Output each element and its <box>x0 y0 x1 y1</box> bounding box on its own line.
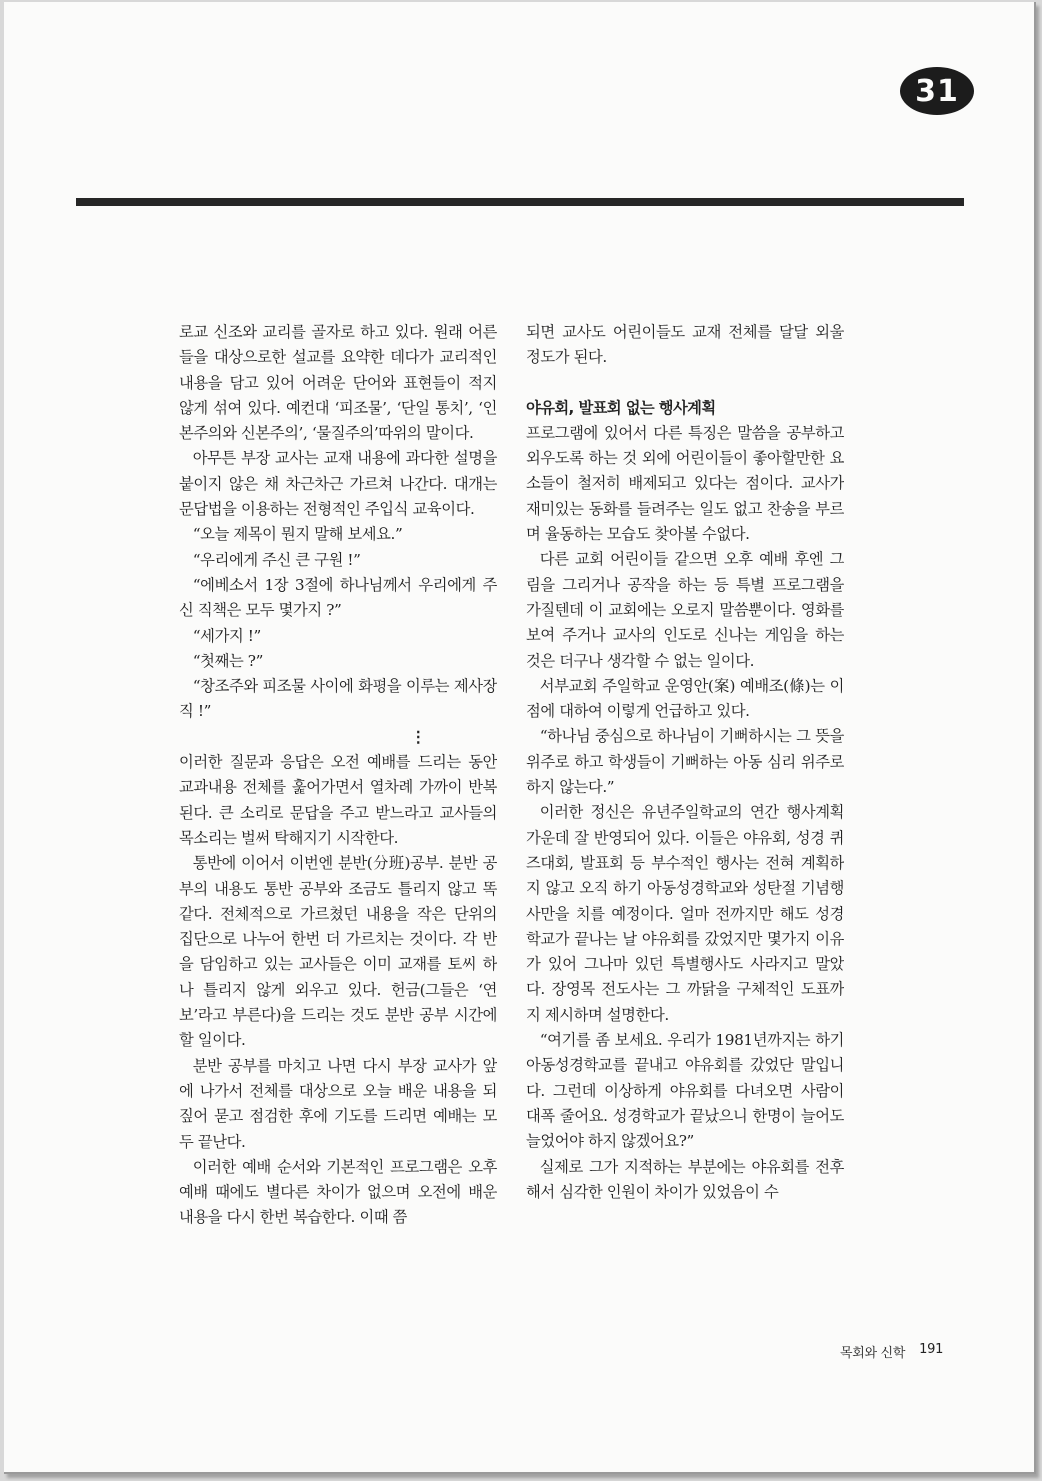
publication-name: 목회와 신학 <box>840 1346 906 1361</box>
left-column <box>179 320 497 1231</box>
paragraph: 프로그램에 있어서 다른 특징은 말씀을 공부하고 외우도록 하는 것 외에 어린이들이 좋아할만한 요소들이 철저히 배제되고 있다는 점이다. 교사가 재미있는 동화를 들려주는 일도 없고 찬송을 부르며 율동하는 모습도 찾아볼 수없다. <box>526 423 844 544</box>
chapter-number: 31 <box>915 73 959 109</box>
paragraph: 실제로 그가 지적하는 부분에는 야유회를 전후해서 심각한 인원이 차이가 있었음이 수 <box>526 1157 844 1201</box>
page-footer <box>840 1342 943 1361</box>
paragraph: 이러한 정신은 유년주일학교의 연간 행사계획 가운데 잘 반영되어 있다. 이들은 야유회, 성경 퀴즈대회, 발표회 등 부수적인 행사는 전혀 계획하지 않고 오직 하기 아동성경학교와 성탄절 기념행사만을 치를 예정이다. 얼마 전까지만 해도 성경학교가 끝나는 날 야유회를 갔었지만 몇가지 이유가 있어 그나마 있던 특별행사도 사라지고 말았다. 장영목 전도사는 그 까닭을 구체적인 도표까지 제시하며 설명한다. <box>526 803 844 1024</box>
paragraph: 다른 교회 어린이들 같으면 오후 예배 후엔 그림을 그리거나 공작을 하는 등 특별 프로그램을 가질텐데 이 교회에는 오로지 말씀뿐이다. 영화를 보여 주거나 교사의 인도로 신나는 게임을 하는 것은 더구나 생각할 수 없는 일이다. <box>526 550 844 670</box>
dialogue-line: “우리에게 주신 큰 구원 !” <box>192 550 361 569</box>
page-number: 191 <box>919 1342 944 1357</box>
right-column <box>526 320 844 1205</box>
dialogue-line: “첫째는 ?” <box>192 651 264 670</box>
dialogue-line: “세가지 !” <box>192 626 261 645</box>
dialogue-line: “여기를 좀 보세요. 우리가 1981년까지는 하기 아동성경학교를 끝내고 야유회를 갔었단 말입니다. 그런데 이상하게 야유회를 다녀오면 사람이 대폭 줄어요. 성경학교가 끝났으니 한명이 늘어도 늘었어야 하지 않겠어요?” <box>526 1031 844 1151</box>
paragraph: 이러한 예배 순서와 기본적인 프로그램은 오후 예배 때에도 별다른 차이가 없으며 오전에 배운 내용을 다시 한번 복습한다. 이때 쯤 <box>179 1157 497 1227</box>
dialogue-line: “창조주와 피조물 사이에 화평을 이루는 제사장직 !” <box>179 677 497 721</box>
page <box>4 2 1036 1474</box>
paragraph: 통반에 이어서 이번엔 분반(分班)공부. 분반 공부의 내용도 통반 공부와 조금도 틀리지 않고 똑같다. 전체적으로 가르쳤던 내용을 작은 단위의 집단으로 나누어 한번 더 가르치는 것이다. 각 반을 담임하고 있는 교사들은 이미 교재를 토씨 하나 틀리지 않게 외우고 있다. 헌금(그들은 ‘연보’라고 부른다)을 드리는 것도 분반 공부 시간에 할 일이다. <box>179 854 497 1050</box>
chapter-number-badge <box>900 67 974 115</box>
header-rule <box>76 198 964 206</box>
dialogue-line: “하나님 중심으로 하나님이 기뻐하시는 그 뜻을 위주로 하고 학생들이 기뻐하는 아동 심리 위주로 하지 않는다.” <box>526 727 844 797</box>
paragraph: 이러한 질문과 응답은 오전 예배를 드리는 동안 교과내용 전체를 훑어가면서 열차례 가까이 반복된다. 큰 소리로 문답을 주고 받느라고 교사들의 목소리는 벌써 탁해지기 시작한다. <box>179 753 497 847</box>
paragraph: 분반 공부를 마치고 나면 다시 부장 교사가 앞에 나가서 전체를 대상으로 오늘 배운 내용을 되짚어 묻고 점검한 후에 기도를 드리면 예배는 모두 끝난다. <box>179 1056 497 1151</box>
paragraph: 서부교회 주일학교 운영안(案) 예배조(條)는 이점에 대하여 이렇게 언급하고 있다. <box>526 676 844 721</box>
paragraph: 아무튼 부장 교사는 교재 내용에 과다한 설명을 붙이지 않은 채 차근차근 가르쳐 나간다. 대개는 문답법을 이용하는 전형적인 주입식 교육이다. <box>179 449 497 519</box>
dialogue-line: “에베소서 1장 3절에 하나님께서 우리에게 주신 직책은 모두 몇가지 ?” <box>179 575 497 620</box>
paragraph: 로교 신조와 교리를 골자로 하고 있다. 원래 어른들을 대상으로한 설교를 요약한 데다가 교리적인 내용을 담고 있어 어려운 단어와 표현들이 적지 않게 섞여 있다. 예컨대 ‘피조물’, ‘단일 통치’, ‘인본주의와 신본주의’, ‘물질주의’따위의 말이다. <box>179 323 497 443</box>
paragraph: 되면 교사도 어린이들도 교재 전체를 달달 외울 정도가 된다. <box>526 323 844 367</box>
dialogue-line: “오늘 제목이 뭔지 말해 보세요.” <box>192 525 403 544</box>
ellipsis-mark: ⋮ <box>410 727 426 746</box>
section-heading: 야유회, 발표회 없는 행사계획 <box>526 398 716 417</box>
